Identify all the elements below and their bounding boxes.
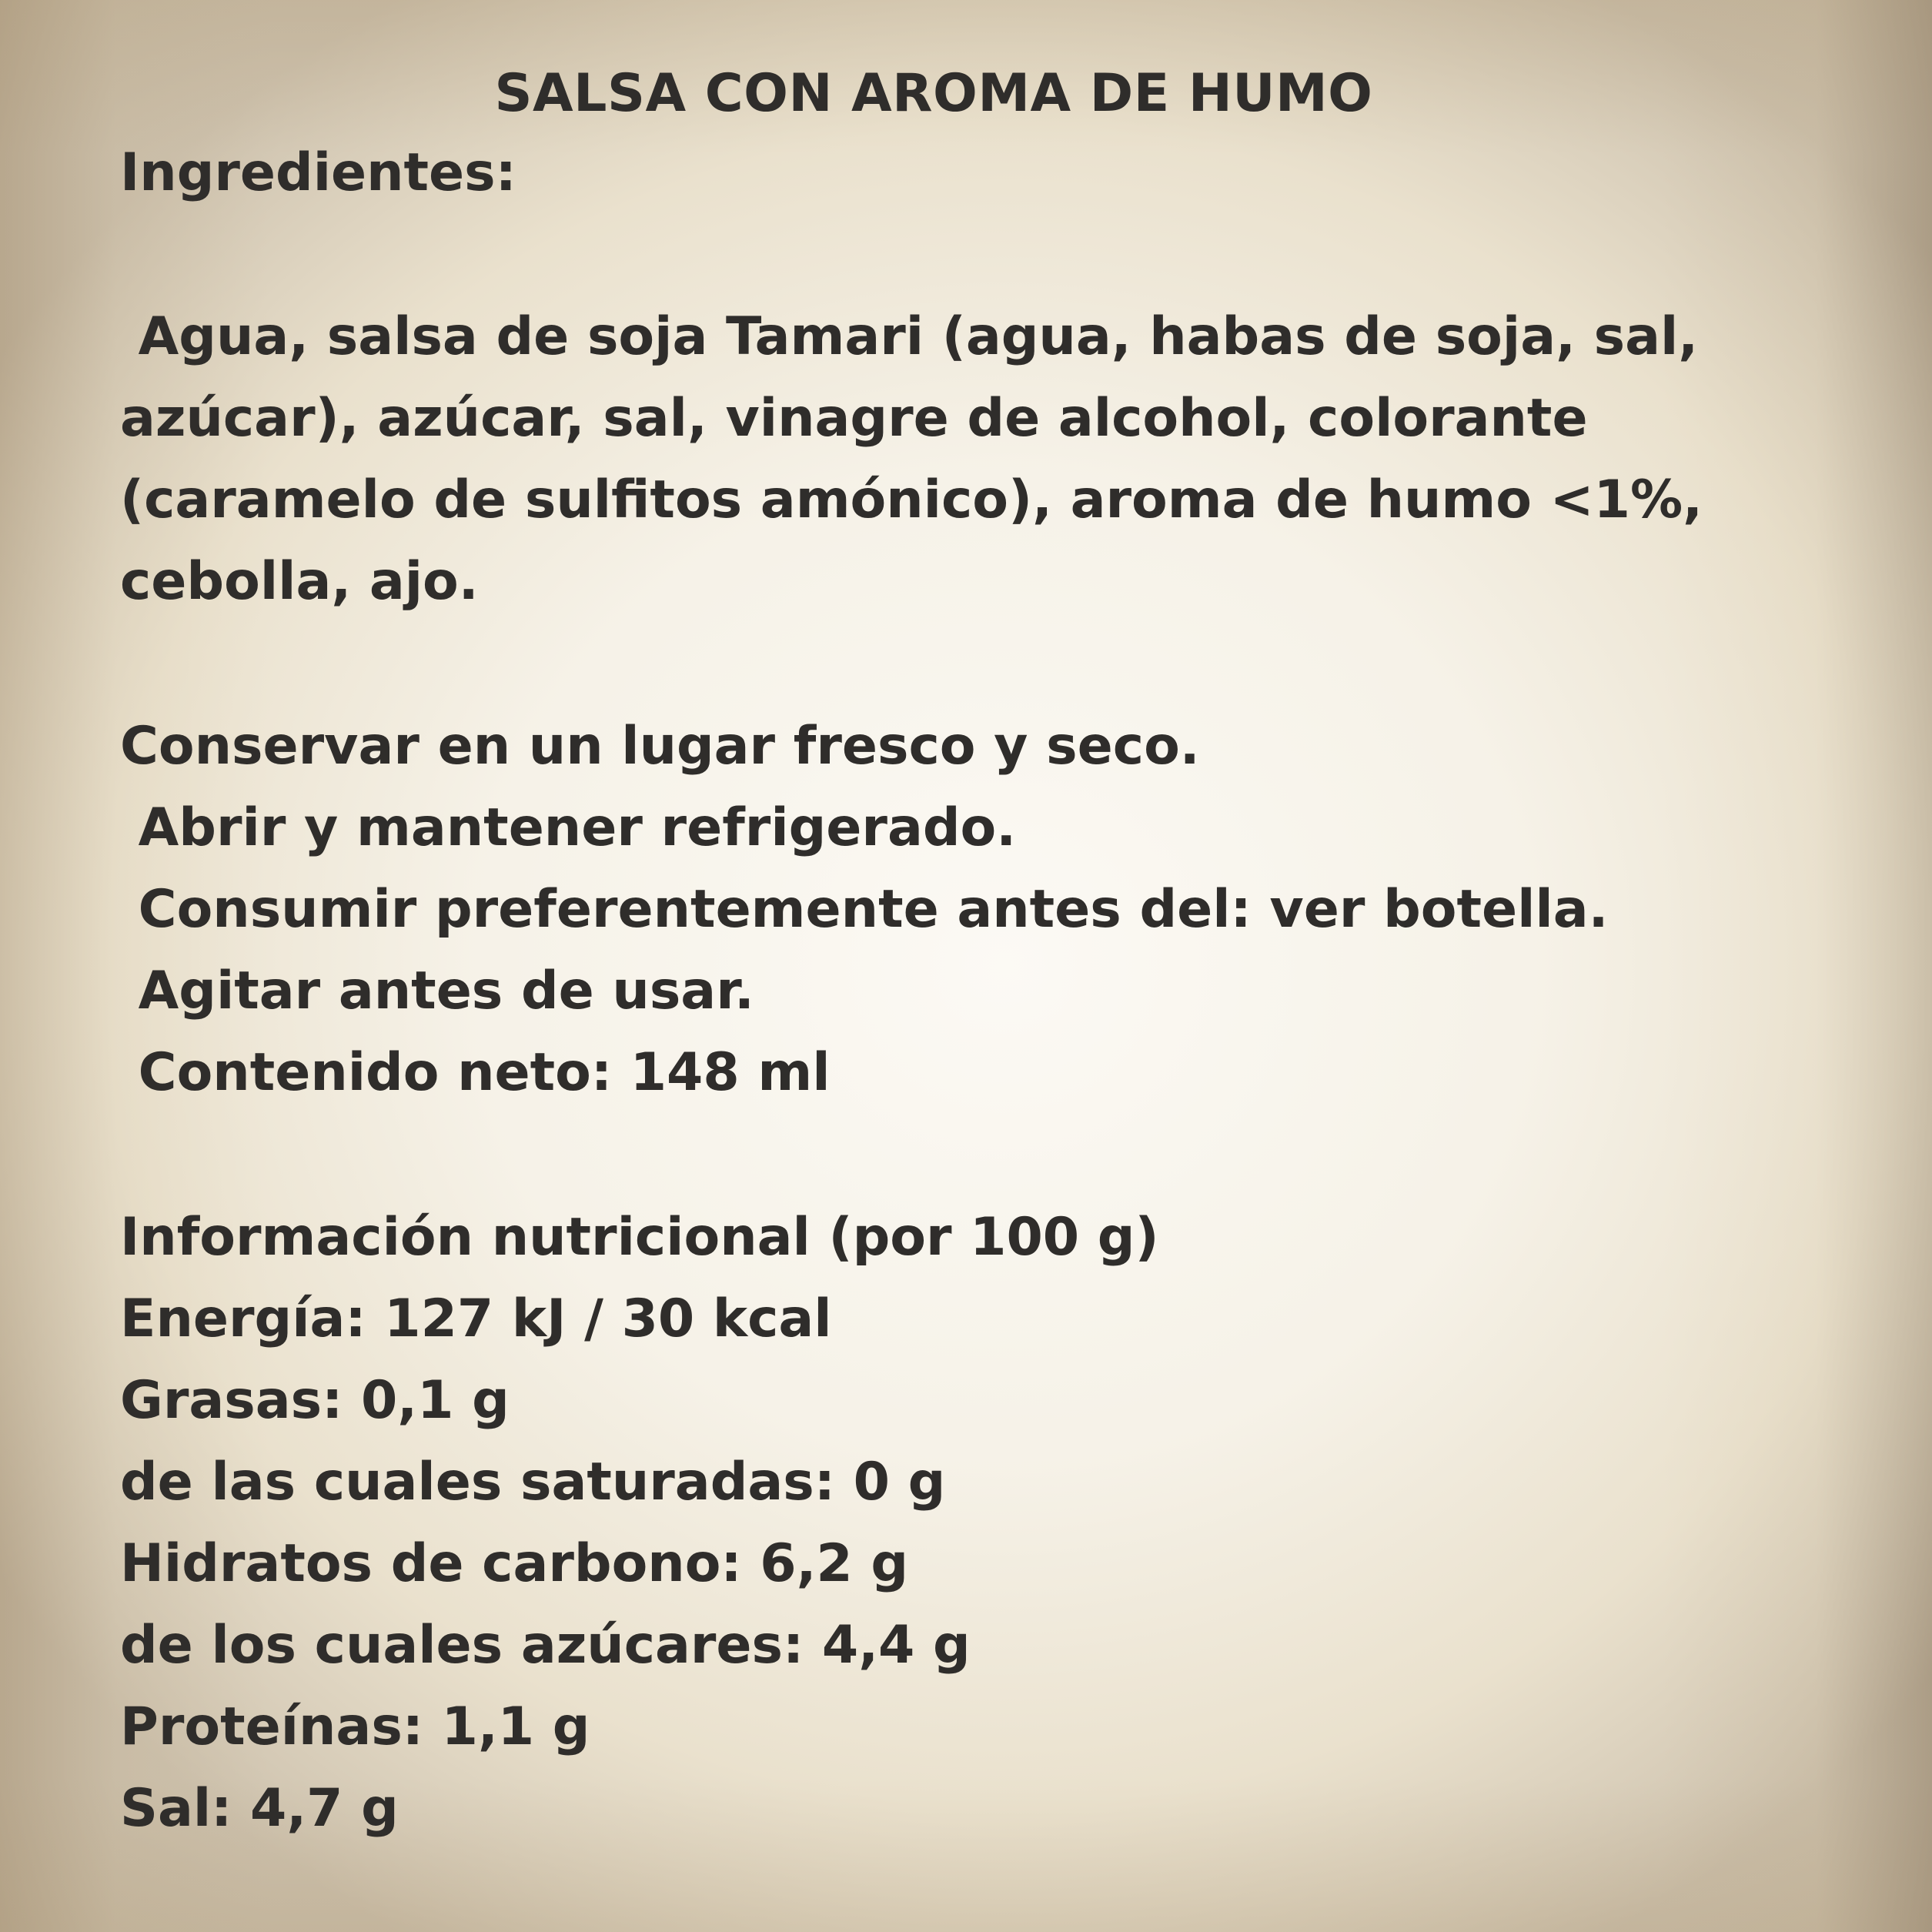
nutrition-saturated: de las cuales saturadas: 0 g [120, 1452, 946, 1513]
ingredients-heading: Ingredientes: [120, 142, 516, 203]
product-title: SALSA CON AROMA DE HUMO [494, 63, 1373, 124]
storage-line: Consumir preferentemente antes del: ver botella. [120, 879, 1609, 940]
ingredients-line: cebolla, ajo. [120, 551, 479, 612]
nutrition-salt: Sal: 4,7 g [120, 1778, 399, 1839]
nutrition-fat: Grasas: 0,1 g [120, 1370, 510, 1431]
nutrition-heading: Información nutricional (por 100 g) [120, 1207, 1159, 1268]
nutrition-energy: Energía: 127 kJ / 30 kcal [120, 1289, 832, 1349]
net-content-line: Contenido neto: 148 ml [120, 1042, 831, 1103]
nutrition-carbs: Hidratos de carbono: 6,2 g [120, 1533, 909, 1594]
ingredients-line: (caramelo de sulfitos amónico), aroma de humo <1%, [120, 470, 1703, 530]
nutrition-sugars: de los cuales azúcares: 4,4 g [120, 1615, 971, 1676]
storage-line: Abrir y mantener refrigerado. [120, 797, 1017, 858]
nutrition-protein: Proteínas: 1,1 g [120, 1696, 590, 1757]
ingredients-line: Agua, salsa de soja Tamari (agua, habas de soja, sal, [120, 306, 1699, 367]
storage-line: Conservar en un lugar fresco y seco. [120, 716, 1200, 777]
storage-line: Agitar antes de usar. [120, 961, 754, 1021]
ingredients-line: azúcar), azúcar, sal, vinagre de alcohol, colorante [120, 388, 1588, 449]
